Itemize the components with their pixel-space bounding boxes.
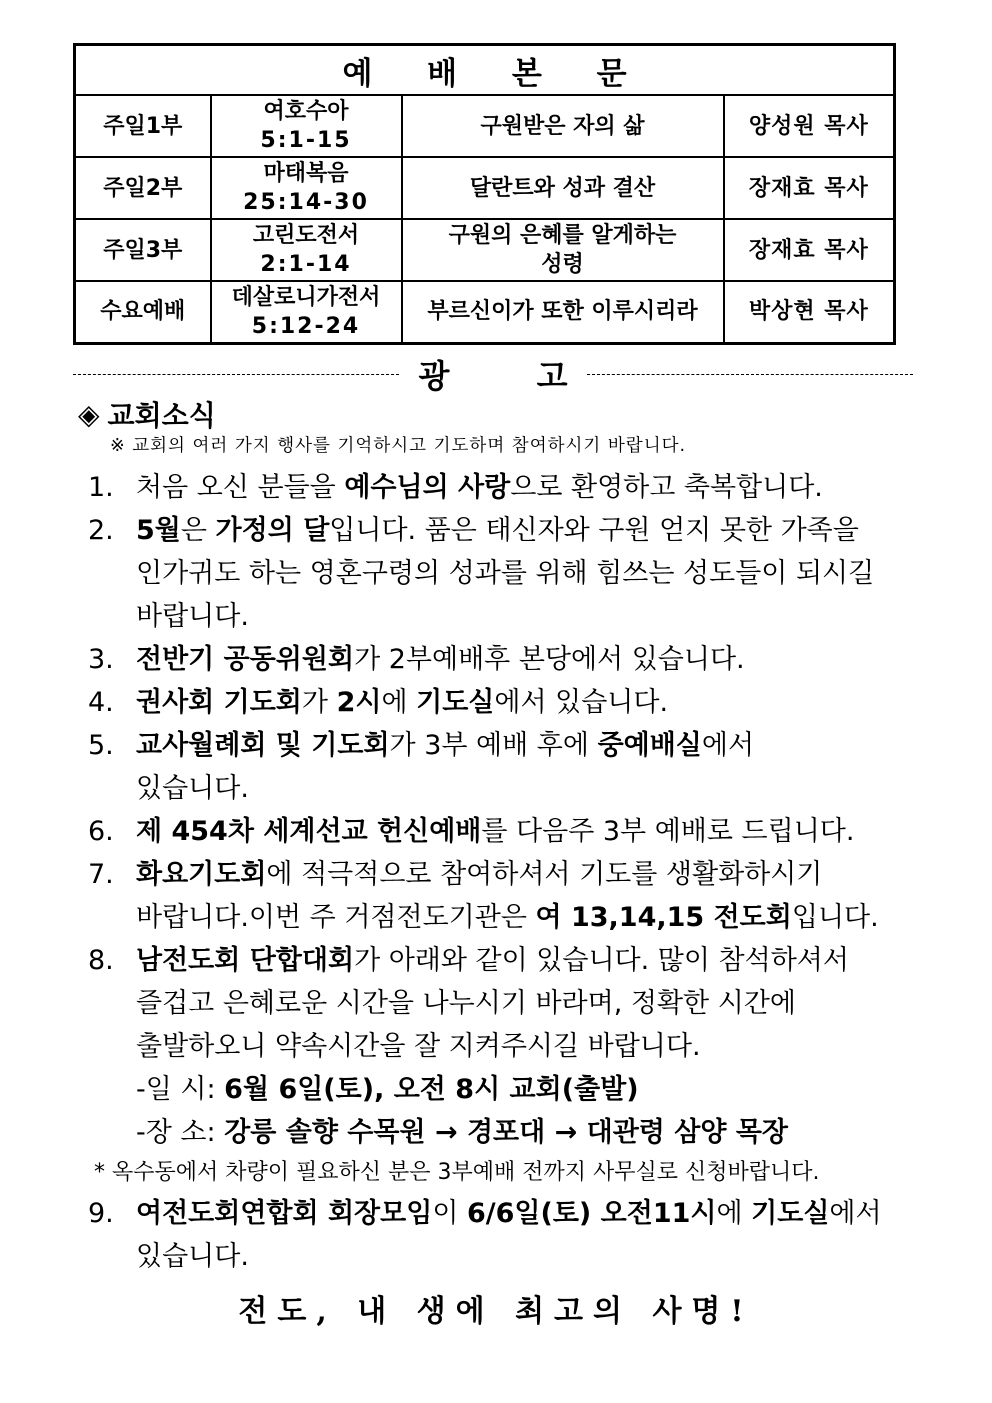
section-title: 교회소식	[107, 399, 216, 432]
scripture-ref	[211, 95, 402, 157]
list-item	[88, 810, 928, 853]
item-text: 처음 오신 분들을	[136, 472, 345, 503]
item-highlight: 가정의 달	[215, 515, 330, 546]
item-text: 에	[716, 1198, 752, 1229]
item-number: 1.	[88, 472, 114, 503]
scripture-book: 마태복음	[263, 161, 349, 186]
item-highlight: 5월	[136, 515, 181, 546]
item-text: 이	[432, 1198, 467, 1229]
item-text: 에서 있습니다.	[494, 687, 669, 718]
item-number: 7.	[88, 859, 114, 890]
table-row	[75, 157, 895, 219]
service-name: 주일2부	[75, 157, 211, 219]
sermon-topic	[402, 219, 724, 281]
service-name: 수요예배	[75, 281, 211, 343]
item-highlight: 여 13,14,15 전도회	[535, 902, 792, 933]
scripture-ref	[211, 157, 402, 219]
ads-header	[73, 352, 913, 396]
item-text: 가 2부예배후 본당에서 있습니다.	[354, 644, 745, 675]
schedule-value: 6월 6일(토), 오전 8시 교회(출발)	[224, 1074, 639, 1105]
worship-table	[73, 43, 896, 345]
item-highlight: 2시	[336, 687, 382, 718]
sermon-topic: 달란트와 성과 결산	[402, 157, 724, 219]
announcement-list	[88, 466, 928, 1278]
item-highlight: 권사회 기도회	[136, 687, 302, 718]
item-text: 바랍니다.	[136, 601, 249, 632]
item-number: 3.	[88, 644, 114, 675]
dashed-divider	[587, 374, 913, 375]
list-item	[88, 466, 928, 509]
item-text: 에서	[829, 1198, 882, 1229]
preacher: 장재효 목사	[724, 219, 895, 281]
list-item	[88, 509, 928, 638]
preacher: 장재효 목사	[724, 157, 895, 219]
item-text: 바랍니다.이번 주 거점전도기관은	[136, 902, 536, 933]
item-text: 있습니다.	[136, 1241, 249, 1272]
service-name: 주일1부	[75, 95, 211, 157]
item-number: 2.	[88, 515, 114, 546]
item-highlight: 기도실	[751, 1198, 830, 1229]
item-text: 가 아래와 같이 있습니다. 많이 참석하셔서	[354, 945, 849, 976]
table-row	[75, 95, 895, 157]
item-text: 에	[381, 687, 417, 718]
table-row	[75, 219, 895, 281]
list-item	[88, 638, 928, 681]
sermon-topic: 구원받은 자의 삶	[402, 95, 724, 157]
scripture-verse: 25:14-30	[243, 190, 369, 215]
scripture-verse: 2:1-14	[260, 252, 352, 277]
vehicle-note: * 옥수동에서 차량이 필요하신 분은 3부예배 전까지 사무실로 신청바랍니다.	[94, 1160, 820, 1185]
item-text: 즐겁고 은혜로운 시간을 나누시기 바라며, 정확한 시간에	[136, 988, 796, 1019]
ads-title: 광 고	[418, 357, 606, 395]
place-label: -장 소:	[136, 1117, 225, 1148]
item-highlight: 기도실	[416, 687, 495, 718]
item-highlight: 교사월례회 및 기도회	[136, 730, 390, 761]
preacher: 양성원 목사	[724, 95, 895, 157]
item-highlight: 화요기도회	[136, 859, 267, 890]
schedule-label: -일 시:	[136, 1074, 225, 1105]
table-row	[75, 281, 895, 343]
item-number: 8.	[88, 945, 114, 976]
list-item	[88, 939, 928, 1192]
item-text: 으로 환영하고 축복합니다.	[510, 472, 823, 503]
scripture-ref	[211, 281, 402, 343]
section-note: ※ 교회의 여러 가지 행사를 기억하시고 기도하며 참여하시기 바랍니다.	[110, 436, 687, 456]
place-value: 강릉 솔향 수목원 → 경포대 → 대관령 삼양 목장	[224, 1117, 789, 1148]
list-item	[88, 853, 928, 939]
dashed-divider	[73, 374, 399, 375]
item-highlight: 6/6일(토) 오전11시	[466, 1198, 717, 1229]
worship-table-title: 예 배 본 문	[75, 45, 895, 96]
item-text: 인가귀도 하는 영혼구령의 성과를 위해 힘쓰는 성도들이 되시길	[136, 558, 875, 589]
scripture-ref	[211, 219, 402, 281]
scripture-verse: 5:12-24	[251, 313, 361, 339]
list-item	[88, 724, 928, 810]
service-name: 주일3부	[75, 219, 211, 281]
scripture-book: 여호수아	[263, 99, 349, 124]
sermon-topic-line: 구원의 은혜를 알게하는	[448, 223, 677, 248]
item-highlight: 중예배실	[597, 730, 702, 761]
preacher: 박상현 목사	[724, 281, 895, 343]
item-highlight: 전반기 공동위원회	[136, 644, 355, 675]
scripture-book: 데살로니가전서	[231, 284, 381, 310]
list-item	[88, 681, 928, 724]
item-text: 은	[180, 515, 216, 546]
item-highlight: 여전도회연합회 회장모임	[136, 1198, 433, 1229]
slogan: 전도, 내 생에 최고의 사명!	[238, 1294, 754, 1329]
item-text: 출발하오니 약속시간을 잘 지켜주시길 바랍니다.	[136, 1031, 701, 1062]
item-number: 6.	[88, 816, 114, 847]
section-heading	[78, 394, 216, 434]
sermon-topic-line: 성령	[541, 252, 584, 277]
sermon-topic: 부르신이가 또한 이루시리라	[402, 281, 724, 343]
diamond-icon: ◈	[78, 397, 100, 431]
item-text: 입니다.	[791, 902, 879, 933]
item-highlight: 제 454차 세계선교 헌신예배	[136, 816, 482, 847]
item-highlight: 예수님의 사랑	[344, 472, 511, 503]
item-text: 가 3부 예배 후에	[389, 730, 598, 761]
item-text: 를 다음주 3부 예배로 드립니다.	[481, 816, 855, 847]
item-text: 에 적극적으로 참여하셔서 기도를 생활화하시기	[266, 859, 823, 890]
item-text: 가	[301, 687, 337, 718]
scripture-book: 고린도전서	[252, 223, 360, 248]
item-number: 4.	[88, 687, 114, 718]
item-number: 5.	[88, 730, 114, 761]
item-highlight: 남전도회 단합대회	[136, 945, 355, 976]
scripture-verse: 5:1-15	[260, 128, 352, 153]
item-text: 에서	[701, 730, 755, 761]
item-text: 있습니다.	[136, 773, 249, 804]
item-text: 입니다. 품은 태신자와 구원 얻지 못한 가족을	[329, 515, 859, 546]
item-number: 9.	[88, 1198, 114, 1229]
list-item	[88, 1192, 928, 1278]
